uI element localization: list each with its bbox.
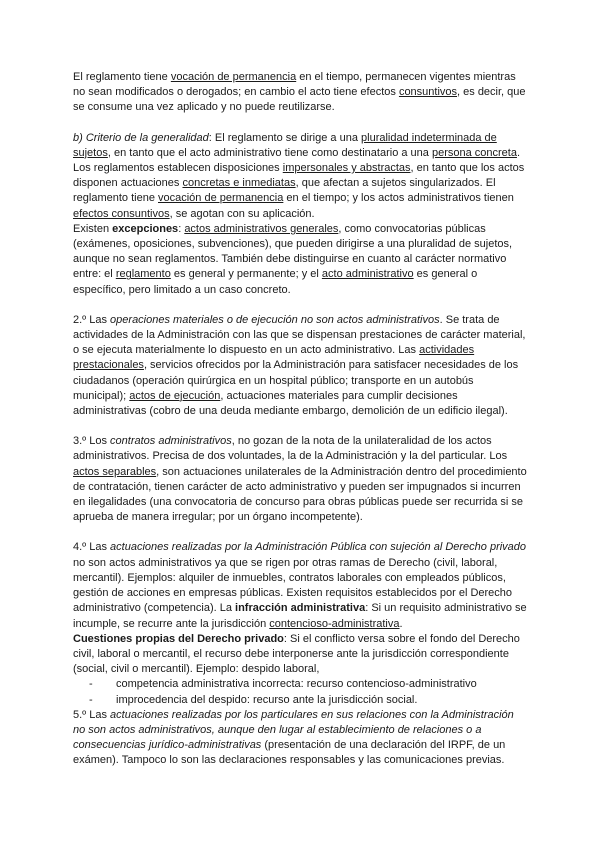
italic-term: contratos administrativos <box>110 435 232 448</box>
text: 3.º Los <box>73 435 111 448</box>
bold-term: infracción administrativa <box>235 602 366 615</box>
underlined-term: actos separables <box>73 465 157 478</box>
text: en el tiempo, permanecen vigentes mientras no sean modificados o derogados; en cambio el acto tiene efectos <box>73 71 516 99</box>
text: 5.º Las <box>73 708 111 721</box>
text: , actuaciones materiales para cumplir decisiones administrativas (cobro de una deuda mediante embargo, demolición de un edificio ilegal). <box>73 389 508 418</box>
bold-term: Cuestiones propias del Derecho privado <box>73 632 284 645</box>
text: , no gozan de la nota de la unilateralidad de los actos administrativos. Precisa de dos voluntades, la de la Administración y la del particular. Los <box>73 435 508 463</box>
text: Existen <box>73 222 113 235</box>
text: : El reglamento se dirige a una <box>208 131 362 144</box>
text: 2.º Las <box>73 313 111 326</box>
italic-term: actuaciones realizadas por los particulares en sus relaciones con la Administración no son actos administrativos, aunque den lugar al establecimiento de relaciones o a consecuencias jurídico-administrativas <box>73 708 514 752</box>
underlined-term: acto administrativo <box>321 268 414 281</box>
paragraph-operaciones-materiales <box>73 313 528 419</box>
paragraph-particulares <box>73 708 528 769</box>
text: es general y permanente; y el <box>170 268 322 281</box>
text: El reglamento tiene <box>73 71 171 83</box>
text: . Los reglamentos establecen disposiciones <box>73 146 521 175</box>
text: , en tanto que el acto administrativo tiene como destinatario a una <box>107 146 432 159</box>
text: : Si el conflicto versa sobre el fondo del Derecho civil, laboral o mercantil, el recurso debe interponerse ante la jurisdicción correspondiente (social, civil o mercantil). Ejemplo: despido laboral, <box>73 632 520 676</box>
text: , son actuaciones unilaterales de la Administración dentro del procedimiento de contratación, tienen carácter de acto administrativo y pueden ser impugnados si incurren en ilegalidades (una convocatoria de concurso para obras públicas puede ser recurrida si se aprueba de manera irregular; por un órgano incompetente). <box>73 465 527 524</box>
text: . <box>399 617 403 630</box>
text: 4.º Las <box>73 541 111 554</box>
underlined-term: persona concreta <box>431 146 517 159</box>
underlined-term: impersonales y abstractas <box>282 162 411 175</box>
text: : <box>178 222 185 235</box>
paragraph-contratos <box>73 434 528 525</box>
paragraph-permanencia <box>73 70 528 116</box>
underlined-term: actividades prestacionales <box>73 344 475 372</box>
text: , en tanto que los actos disponen actuaciones <box>73 162 525 190</box>
bold-term: excepciones <box>112 222 179 235</box>
underlined-term: vocación de permanencia <box>170 71 297 83</box>
text: , que afectan a sujetos singularizados. El reglamento tiene <box>73 177 496 205</box>
paragraph-criterio-generalidad <box>73 131 528 222</box>
underlined-term: reglamento <box>115 268 171 281</box>
list-item: - competencia administrativa incorrecta: recurso contencioso-administrativo <box>73 677 528 692</box>
text: , como convocatorias públicas (exámenes, oposiciones, subvenciones), que pueden dirigirse a una pluralidad de sujetos, aunque no sean reglamentos. También debe distinguirse en cuanto al carácter normativo entre: el <box>73 222 513 281</box>
paragraph-excepciones <box>73 222 528 298</box>
underlined-term: actos administrativos generales <box>184 222 339 235</box>
text: (presentación de una declaración del IRPF, de un exámen). Tampoco lo son las declaraciones responsables y las comunicaciones previas. <box>73 739 506 767</box>
italic-term: actuaciones realizadas por la Administración Pública con sujeción al Derecho privado <box>110 541 527 554</box>
document-page <box>73 70 528 769</box>
list-item: - improcedencia del despido: recurso ante la jurisdicción social. <box>73 693 528 708</box>
underlined-term: pluralidad indeterminada de sujetos <box>73 131 497 159</box>
underlined-term: efectos consuntivos <box>73 207 170 220</box>
text: . Se trata de actividades de la Administración con las que se dispensan prestaciones de carácter material, o se ejecuta materialmente lo dispuesto en un acto administrativo. Las <box>73 313 526 357</box>
underlined-term: contencioso-administrativa <box>269 617 400 630</box>
text: , es decir, que se consume una vez aplicado y no puede reutilizarse. <box>73 86 526 114</box>
text: , servicios ofrecidos por la Administración para satisfacer necesidades de los ciudadanos (operación quirúrgica en un hospital público; transporte en un autobús municipal); <box>73 359 519 402</box>
section-label: b) Criterio de la generalidad <box>73 131 209 144</box>
underlined-term: actos de ejecución <box>129 389 221 402</box>
text: es general o específico, pero limitado a un caso concreto. <box>73 268 478 296</box>
underlined-term: consuntivos <box>398 86 458 99</box>
underlined-term: concretas e inmediatas <box>182 177 296 190</box>
text: no son actos administrativos ya que se rigen por otras ramas de Derecho (civil, laboral, mercantil). Ejemplos: alquiler de inmuebles, contratos laborales con empleados públicos, gestión de acciones en empresas públicas. Existen requisitos establecidos por el Derecho administrativo (competencia). La <box>73 556 513 615</box>
italic-term: operaciones materiales o de ejecución no son actos administrativos <box>110 313 440 326</box>
text: , se agotan con su aplicación. <box>169 207 315 220</box>
text: : Si un requisito administrativo se incumple, se recurre ante la jurisdicción <box>73 602 527 630</box>
underlined-term: vocación de permanencia <box>158 192 284 205</box>
dash-list <box>73 677 528 707</box>
paragraph-derecho-privado <box>73 540 528 677</box>
text: en el tiempo; y los actos administrativos tienen <box>283 192 514 205</box>
